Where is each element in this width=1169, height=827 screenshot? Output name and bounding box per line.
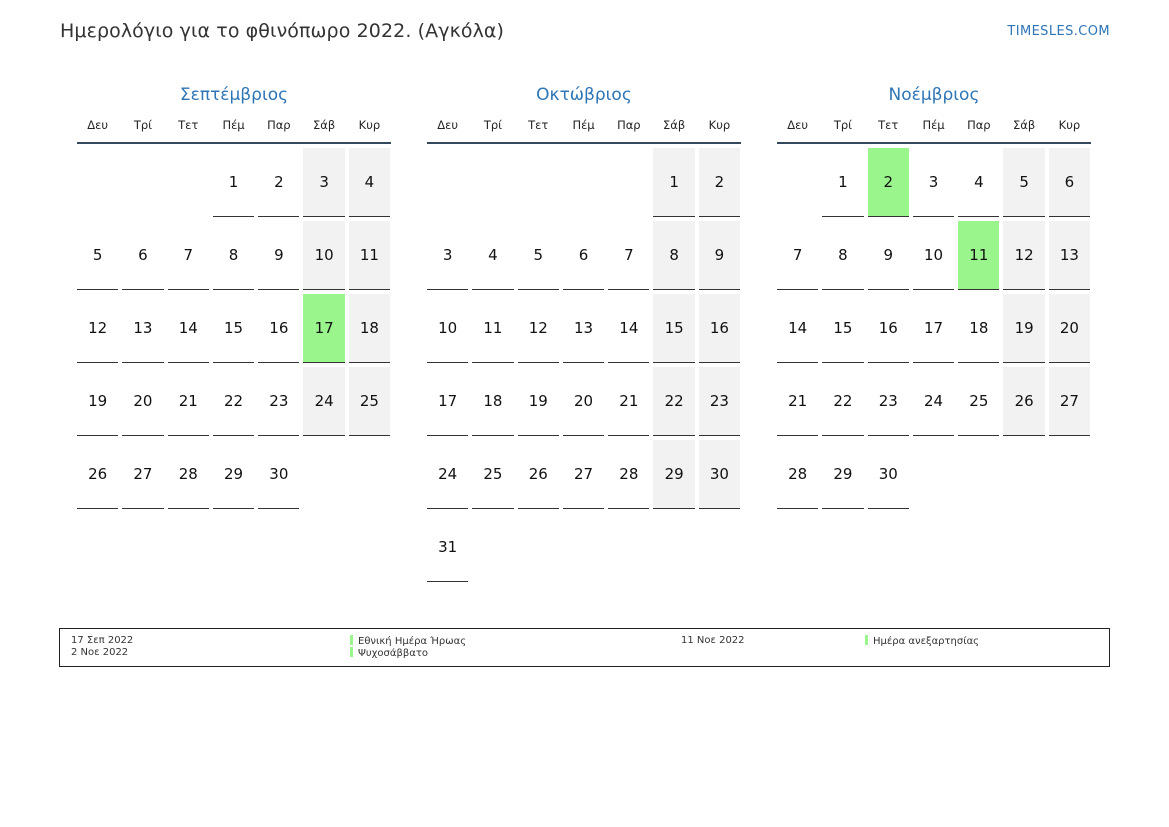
month-title: Οκτώβριος xyxy=(536,85,632,105)
day-cell: 5 xyxy=(518,221,559,290)
weekday-label: Σάβ xyxy=(663,118,686,132)
weekday-label: Τετ xyxy=(878,118,899,132)
weekday-label: Δευ xyxy=(787,118,809,132)
day-cell: 29 xyxy=(822,440,863,509)
day-cell: 4 xyxy=(958,148,999,217)
day-cell: 3 xyxy=(303,148,344,217)
day-cell: 27 xyxy=(122,440,163,509)
day-cell: 27 xyxy=(1049,367,1090,436)
month-title: Νοέμβριος xyxy=(888,85,980,105)
day-cell: 22 xyxy=(653,367,694,436)
weekday-label: Τετ xyxy=(178,118,199,132)
weekday-label: Τρί xyxy=(483,118,503,132)
weekday-header xyxy=(77,108,391,144)
day-cell: 3 xyxy=(427,221,468,290)
day-cell: 21 xyxy=(168,367,209,436)
holiday-marker xyxy=(350,647,353,657)
day-cell: 24 xyxy=(427,440,468,509)
day-cell: 22 xyxy=(213,367,254,436)
weekday-header xyxy=(427,108,741,144)
day-cell: 14 xyxy=(608,294,649,363)
day-cell: 22 xyxy=(822,367,863,436)
day-cell: 12 xyxy=(1003,221,1044,290)
month-november xyxy=(777,82,1091,509)
day-cell: 20 xyxy=(1049,294,1090,363)
day-cell: 29 xyxy=(213,440,254,509)
legend-holiday xyxy=(865,635,979,648)
empty-cell xyxy=(472,148,513,217)
month-september xyxy=(77,82,391,509)
day-cell: 19 xyxy=(518,367,559,436)
day-cell: 15 xyxy=(653,294,694,363)
weekday-header xyxy=(777,108,1091,144)
days-grid xyxy=(427,148,741,582)
empty-cell xyxy=(518,148,559,217)
weekday-label: Παρ xyxy=(267,118,291,132)
weekday-label: Δευ xyxy=(87,118,109,132)
weekday-label: Σάβ xyxy=(1013,118,1036,132)
day-cell: 28 xyxy=(777,440,818,509)
day-cell: 3 xyxy=(913,148,954,217)
day-cell: 23 xyxy=(868,367,909,436)
day-cell: 18 xyxy=(472,367,513,436)
day-cell: 13 xyxy=(1049,221,1090,290)
day-cell: 4 xyxy=(349,148,390,217)
day-cell: 19 xyxy=(1003,294,1044,363)
day-cell: 2 xyxy=(699,148,740,217)
day-cell: 16 xyxy=(258,294,299,363)
weekday-label: Κυρ xyxy=(708,118,731,132)
weekday-label: Παρ xyxy=(617,118,641,132)
holiday-day-cell: 2 xyxy=(868,148,909,217)
day-cell: 14 xyxy=(168,294,209,363)
day-cell: 24 xyxy=(913,367,954,436)
month-title: Σεπτέμβριος xyxy=(179,85,289,105)
day-cell: 5 xyxy=(1003,148,1044,217)
day-cell: 23 xyxy=(699,367,740,436)
legend-date: 2 Νοε 2022 xyxy=(71,647,129,658)
day-cell: 30 xyxy=(868,440,909,509)
day-cell: 20 xyxy=(563,367,604,436)
day-cell: 9 xyxy=(258,221,299,290)
day-cell: 19 xyxy=(77,367,118,436)
day-cell: 23 xyxy=(258,367,299,436)
day-cell: 10 xyxy=(427,294,468,363)
month-october xyxy=(427,82,741,582)
day-cell: 18 xyxy=(958,294,999,363)
empty-cell xyxy=(77,148,118,217)
legend-holiday xyxy=(350,647,428,660)
holiday-marker xyxy=(865,635,868,645)
day-cell: 31 xyxy=(427,513,468,582)
day-cell: 15 xyxy=(213,294,254,363)
day-cell: 6 xyxy=(1049,148,1090,217)
day-cell: 8 xyxy=(822,221,863,290)
site-link[interactable]: TIMESLES.COM xyxy=(1007,24,1110,39)
weekday-label: Πέμ xyxy=(222,118,245,132)
day-cell: 21 xyxy=(608,367,649,436)
day-cell: 30 xyxy=(258,440,299,509)
day-cell: 16 xyxy=(699,294,740,363)
empty-cell xyxy=(563,148,604,217)
day-cell: 30 xyxy=(699,440,740,509)
day-cell: 17 xyxy=(427,367,468,436)
day-cell: 25 xyxy=(472,440,513,509)
legend-holiday-name: Ψυχοσάββατο xyxy=(358,648,428,659)
day-cell: 14 xyxy=(777,294,818,363)
day-cell: 9 xyxy=(868,221,909,290)
day-cell: 28 xyxy=(168,440,209,509)
weekday-label: Πέμ xyxy=(922,118,945,132)
weekday-label: Δευ xyxy=(437,118,459,132)
day-cell: 21 xyxy=(777,367,818,436)
weekday-label: Τρί xyxy=(833,118,853,132)
day-cell: 15 xyxy=(822,294,863,363)
day-cell: 12 xyxy=(77,294,118,363)
day-cell: 29 xyxy=(653,440,694,509)
day-cell: 17 xyxy=(913,294,954,363)
legend-holiday-name: Εθνική Ημέρα Ήρωας xyxy=(358,636,467,647)
holiday-day-cell: 11 xyxy=(958,221,999,290)
legend-date: 17 Σεπ 2022 xyxy=(71,635,134,646)
holiday-marker xyxy=(350,635,353,645)
days-grid xyxy=(77,148,391,509)
day-cell: 27 xyxy=(563,440,604,509)
day-cell: 26 xyxy=(77,440,118,509)
day-cell: 6 xyxy=(563,221,604,290)
weekday-label: Παρ xyxy=(967,118,991,132)
empty-cell xyxy=(122,148,163,217)
day-cell: 4 xyxy=(472,221,513,290)
day-cell: 25 xyxy=(958,367,999,436)
weekday-label: Πέμ xyxy=(572,118,595,132)
page-title: Ημερολόγιο για το φθινόπωρο 2022. (Αγκόλα) xyxy=(60,20,505,42)
weekday-label: Κυρ xyxy=(1058,118,1081,132)
day-cell: 16 xyxy=(868,294,909,363)
day-cell: 7 xyxy=(777,221,818,290)
empty-cell xyxy=(427,148,468,217)
day-cell: 5 xyxy=(77,221,118,290)
day-cell: 28 xyxy=(608,440,649,509)
day-cell: 13 xyxy=(122,294,163,363)
day-cell: 12 xyxy=(518,294,559,363)
day-cell: 20 xyxy=(122,367,163,436)
empty-cell xyxy=(777,148,818,217)
weekday-label: Σάβ xyxy=(313,118,336,132)
day-cell: 1 xyxy=(822,148,863,217)
holiday-legend xyxy=(59,628,1110,667)
day-cell: 10 xyxy=(913,221,954,290)
day-cell: 9 xyxy=(699,221,740,290)
day-cell: 11 xyxy=(349,221,390,290)
day-cell: 25 xyxy=(349,367,390,436)
day-cell: 1 xyxy=(213,148,254,217)
day-cell: 26 xyxy=(518,440,559,509)
day-cell: 2 xyxy=(258,148,299,217)
weekday-label: Τρί xyxy=(133,118,153,132)
day-cell: 10 xyxy=(303,221,344,290)
legend-holiday-name: Ημέρα ανεξαρτησίας xyxy=(873,636,980,647)
day-cell: 6 xyxy=(122,221,163,290)
day-cell: 8 xyxy=(213,221,254,290)
day-cell: 11 xyxy=(472,294,513,363)
day-cell: 18 xyxy=(349,294,390,363)
legend-date: 11 Νοε 2022 xyxy=(681,635,745,646)
day-cell: 7 xyxy=(168,221,209,290)
holiday-day-cell: 17 xyxy=(303,294,344,363)
empty-cell xyxy=(608,148,649,217)
day-cell: 8 xyxy=(653,221,694,290)
empty-cell xyxy=(168,148,209,217)
days-grid xyxy=(777,148,1091,509)
day-cell: 13 xyxy=(563,294,604,363)
weekday-label: Τετ xyxy=(528,118,549,132)
day-cell: 24 xyxy=(303,367,344,436)
weekday-label: Κυρ xyxy=(358,118,381,132)
day-cell: 1 xyxy=(653,148,694,217)
day-cell: 26 xyxy=(1003,367,1044,436)
day-cell: 7 xyxy=(608,221,649,290)
